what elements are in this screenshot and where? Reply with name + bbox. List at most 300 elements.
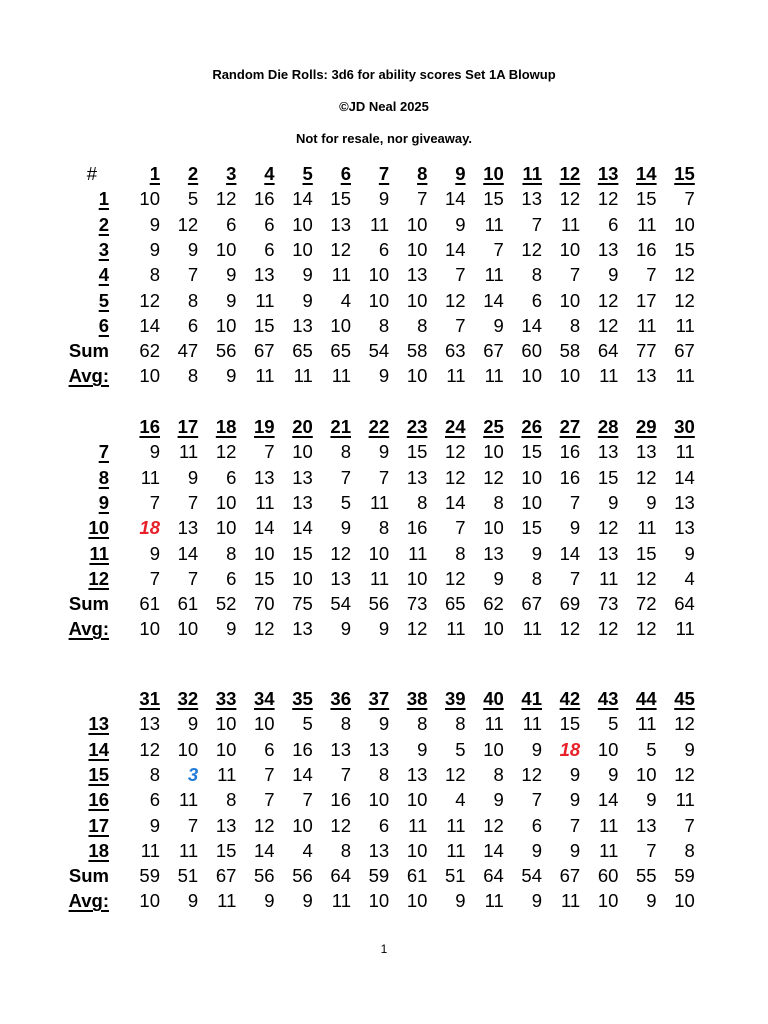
roll-value: 10 [559,289,581,311]
roll-value: 10 [215,738,237,760]
avg-value: 11 [560,890,581,912]
roll-value: 12 [674,713,695,735]
set-number-header: 12 [559,163,581,184]
roll-value: 10 [368,542,390,564]
set-number-header: 19 [254,416,275,437]
roll-value: 7 [455,517,466,539]
sum-value: 67 [559,865,581,887]
avg-value: 12 [406,618,428,640]
roll-value: 11 [408,542,428,564]
set-number-header: 3 [226,163,237,184]
set-number-header: 40 [483,688,504,709]
roll-value: 6 [378,238,390,260]
roll-value: 13 [215,814,237,836]
set-number-header: 31 [139,688,160,709]
character-row-label: 9 [98,491,109,513]
roll-value: 13 [292,491,313,513]
avg-row-label: Avg: [68,890,109,912]
character-row-label: 10 [88,517,109,539]
roll-value: 13 [330,213,351,235]
avg-value: 13 [292,618,313,640]
character-row-label: 1 [98,188,109,210]
roll-value: 7 [187,264,199,286]
roll-value: 12 [445,466,466,488]
sum-value: 63 [445,340,466,362]
roll-value: 13 [177,517,199,539]
sum-value: 54 [368,340,390,362]
roll-value: 10 [521,466,542,488]
roll-value: 11 [599,567,619,589]
roll-value: 14 [597,789,619,811]
roll-value: 10 [674,213,695,235]
roll-value: 9 [340,517,351,539]
sum-value: 59 [674,865,695,887]
set-number-header: 45 [674,688,695,709]
set-number-header: 2 [187,163,199,184]
sum-value: 59 [368,865,390,887]
avg-value: 9 [226,365,237,387]
sum-value: 64 [483,865,504,887]
avg-value: 9 [531,890,542,912]
roll-value: 9 [149,441,160,463]
set-number-header: 17 [177,416,199,437]
roll-value: 11 [675,441,695,463]
roll-value: 10 [215,238,237,260]
roll-value: 13 [406,264,428,286]
sum-value: 67 [674,340,695,362]
sum-value: 72 [636,593,657,615]
roll-value: 9 [378,441,390,463]
roll-value: 4 [684,567,695,589]
set-number-header: 16 [139,416,160,437]
roll-value: 4 [455,789,466,811]
roll-value: 15 [292,542,313,564]
roll-value: 9 [226,264,237,286]
roll-value: 11 [484,213,504,235]
roll-value: 11 [178,789,199,811]
sum-value: 62 [139,340,160,362]
roll-value: 11 [675,789,695,811]
roll-value: 9 [302,264,313,286]
roll-value: 16 [330,789,351,811]
roll-value: 5 [455,738,466,760]
roll-value: 13 [406,466,428,488]
avg-value: 10 [177,618,199,640]
set-number-header: 8 [417,163,428,184]
roll-value: 9 [531,839,542,861]
set-number-header: 4 [264,163,275,184]
roll-value: 12 [483,466,504,488]
roll-value: 12 [215,188,237,210]
roll-value: 15 [483,188,504,210]
roll-value: 6 [264,238,275,260]
roll-value: 15 [254,314,275,336]
roll-value: 13 [330,738,351,760]
roll-value: 6 [187,314,199,336]
roll-value: 9 [187,238,199,260]
roll-value: 11 [560,213,581,235]
roll-value: 10 [368,264,390,286]
roll-value: 13 [406,763,428,785]
roll-value: 13 [292,466,313,488]
sum-value: 60 [597,865,619,887]
roll-value: 15 [215,839,237,861]
roll-value: 10 [406,839,428,861]
roll-value: 11 [599,814,619,836]
roll-value: 11 [637,314,657,336]
sum-value: 73 [406,593,428,615]
roll-value: 8 [531,264,542,286]
avg-value: 9 [187,890,199,912]
sum-value: 51 [445,865,466,887]
sum-row-label: Sum [68,593,109,615]
roll-value: 13 [330,567,351,589]
roll-value: 11 [217,763,237,785]
roll-value: 9 [302,289,313,311]
roll-value: 7 [646,264,657,286]
roll-value: 13 [521,188,542,210]
roll-value: 14 [559,542,581,564]
highlighted-roll-value: 18 [559,738,581,760]
set-number-header: 26 [521,416,542,437]
set-number-header: 37 [368,688,390,709]
roll-value: 9 [417,738,428,760]
roll-value: 6 [378,814,390,836]
roll-value: 14 [483,839,504,861]
roll-value: 14 [139,314,160,336]
roll-value: 6 [608,213,619,235]
roll-value: 10 [597,738,619,760]
avg-value: 12 [559,618,581,640]
roll-value: 12 [521,763,542,785]
roll-value: 6 [264,213,275,235]
avg-value: 9 [378,365,390,387]
roll-value: 15 [636,188,657,210]
roll-value: 12 [597,289,619,311]
roll-value: 10 [521,491,542,513]
roll-value: 14 [674,466,695,488]
roll-value: 9 [646,491,657,513]
roll-value: 10 [254,713,275,735]
avg-value: 9 [340,618,351,640]
avg-value: 11 [331,890,351,912]
roll-value: 12 [139,738,160,760]
roll-value: 8 [340,713,351,735]
set-number-header: 10 [483,163,504,184]
roll-value: 11 [599,839,619,861]
roll-value: 10 [215,314,237,336]
sum-value: 64 [597,340,619,362]
roll-value: 6 [149,789,160,811]
roll-value: 6 [531,814,542,836]
roll-value: 14 [292,763,313,785]
avg-value: 11 [484,365,504,387]
roll-value: 13 [636,814,657,836]
sum-value: 61 [139,593,160,615]
roll-value: 8 [340,839,351,861]
roll-value: 4 [302,839,313,861]
set-number-header: 44 [636,688,657,709]
roll-value: 12 [636,466,657,488]
roll-value: 14 [521,314,542,336]
set-number-header: 38 [406,688,428,709]
roll-value: 10 [330,314,351,336]
avg-value: 9 [302,890,313,912]
roll-value: 8 [226,789,237,811]
set-number-header: 13 [597,163,619,184]
roll-value: 9 [493,789,504,811]
roll-value: 7 [531,213,542,235]
sum-value: 75 [292,593,313,615]
avg-value: 9 [264,890,275,912]
sum-value: 69 [559,593,581,615]
roll-value: 10 [292,814,313,836]
roll-value: 13 [597,238,619,260]
set-number-header: 20 [292,416,313,437]
roll-value: 5 [340,491,351,513]
avg-value: 11 [331,365,351,387]
roll-value: 14 [292,517,313,539]
roll-value: 6 [226,466,237,488]
roll-value: 7 [646,839,657,861]
character-row-label: 3 [98,238,109,260]
roll-value: 7 [302,789,313,811]
roll-value: 8 [149,763,160,785]
roll-value: 13 [292,314,313,336]
roll-value: 13 [674,517,695,539]
roll-value: 10 [636,763,657,785]
roll-value: 11 [408,814,428,836]
copyright-line: ©JD Neal 2025 [339,99,429,114]
roll-value: 11 [637,213,657,235]
roll-value: 9 [378,188,390,210]
avg-value: 10 [368,890,390,912]
roll-value: 15 [330,188,351,210]
roll-value: 16 [636,238,657,260]
roll-value: 10 [292,441,313,463]
sum-value: 58 [559,340,581,362]
roll-value: 10 [254,542,275,564]
roll-value: 12 [445,567,466,589]
avg-value: 11 [255,365,275,387]
roll-value: 11 [484,713,504,735]
roll-value: 16 [254,188,275,210]
character-row-label: 18 [88,839,109,861]
roll-value: 13 [368,738,390,760]
roll-value: 10 [483,441,504,463]
sum-value: 56 [292,865,313,887]
roll-value: 12 [445,441,466,463]
roll-value: 12 [674,264,695,286]
roll-value: 15 [636,542,657,564]
roll-value: 13 [254,264,275,286]
roll-value: 12 [330,542,351,564]
roll-value: 7 [264,763,275,785]
set-number-header: 43 [597,688,619,709]
roll-value: 10 [406,789,428,811]
avg-value: 10 [139,618,160,640]
roll-value: 9 [493,567,504,589]
character-row-label: 5 [98,289,109,311]
roll-value: 11 [522,713,542,735]
character-row-label: 17 [88,814,109,836]
roll-value: 8 [417,491,428,513]
roll-value: 7 [149,567,160,589]
roll-value: 7 [264,789,275,811]
roll-value: 15 [406,441,428,463]
roll-value: 10 [368,289,390,311]
avg-value: 10 [674,890,695,912]
roll-value: 7 [264,441,275,463]
set-number-header: 28 [597,416,619,437]
roll-value: 12 [177,213,199,235]
avg-value: 11 [522,618,542,640]
sum-value: 65 [330,340,351,362]
set-number-header: 42 [559,688,581,709]
sum-value: 67 [521,593,542,615]
roll-value: 10 [215,713,237,735]
roll-value: 7 [569,491,581,513]
avg-value: 11 [675,618,695,640]
avg-value: 11 [446,618,466,640]
roll-value: 9 [455,213,466,235]
avg-value: 11 [217,890,237,912]
roll-value: 13 [139,713,160,735]
sum-value: 64 [674,593,695,615]
avg-value: 11 [599,365,619,387]
sum-value: 52 [215,593,237,615]
roll-value: 9 [149,814,160,836]
roll-value: 9 [149,213,160,235]
roll-value: 11 [369,213,390,235]
sum-row-label: Sum [68,865,109,887]
character-row-label: 7 [98,441,109,463]
avg-value: 12 [597,618,619,640]
sum-value: 67 [254,340,275,362]
roll-value: 7 [531,789,542,811]
roll-value: 15 [521,517,542,539]
roll-value: 9 [226,289,237,311]
roll-value: 14 [254,839,275,861]
roll-value: 8 [493,763,504,785]
sum-value: 65 [445,593,466,615]
roll-value: 9 [646,789,657,811]
character-row-label: 2 [98,213,109,235]
set-number-header: 23 [406,416,428,437]
avg-row-label: Avg: [68,365,109,387]
roll-value: 13 [597,441,619,463]
roll-value: 13 [636,441,657,463]
roll-value: 16 [292,738,313,760]
roll-value: 9 [608,763,619,785]
roll-value: 9 [149,542,160,564]
set-number-header: 18 [215,416,237,437]
roll-value: 10 [483,517,504,539]
roll-value: 15 [597,466,619,488]
avg-value: 11 [675,365,695,387]
sum-value: 56 [215,340,237,362]
avg-value: 9 [226,618,237,640]
avg-value: 12 [636,618,657,640]
character-row-label: 4 [98,264,109,286]
roll-value: 7 [684,814,695,836]
roll-value: 8 [187,289,199,311]
roll-value: 10 [215,517,237,539]
roll-value: 13 [483,542,504,564]
avg-value: 11 [484,890,504,912]
roll-value: 13 [368,839,390,861]
sum-row-label: Sum [68,340,109,362]
set-number-header: 22 [368,416,390,437]
corner-label: # [86,163,97,184]
character-row-label: 12 [88,567,109,589]
sum-value: 70 [254,593,275,615]
roll-value: 6 [226,567,237,589]
avg-value: 10 [406,365,428,387]
roll-value: 12 [597,517,619,539]
roll-value: 11 [178,441,199,463]
roll-value: 8 [417,713,428,735]
roll-value: 11 [446,814,466,836]
avg-value: 11 [293,365,313,387]
roll-value: 11 [484,264,504,286]
roll-value: 7 [417,188,428,210]
set-number-header: 36 [330,688,351,709]
roll-value: 12 [445,763,466,785]
roll-value: 15 [674,238,695,260]
roll-value: 10 [406,213,428,235]
sum-value: 60 [521,340,542,362]
roll-value: 7 [149,491,160,513]
roll-value: 10 [177,738,199,760]
set-number-header: 33 [215,688,237,709]
roll-value: 11 [140,466,160,488]
avg-value: 9 [646,890,657,912]
roll-value: 5 [187,188,199,210]
roll-value: 4 [340,289,351,311]
roll-value: 12 [254,814,275,836]
roll-value: 8 [378,314,390,336]
roll-value: 8 [226,542,237,564]
roll-value: 8 [569,314,581,336]
roll-value: 8 [417,314,428,336]
roll-value: 11 [369,491,390,513]
roll-value: 9 [569,789,581,811]
roll-value: 7 [340,466,351,488]
roll-value: 12 [215,441,237,463]
roll-value: 11 [255,289,275,311]
roll-value: 11 [637,517,657,539]
roll-value: 12 [674,763,695,785]
character-row-label: 11 [89,542,109,564]
sum-value: 73 [597,593,619,615]
roll-value: 8 [378,763,390,785]
set-number-header: 6 [340,163,351,184]
sum-value: 54 [330,593,351,615]
roll-value: 11 [446,839,466,861]
sum-value: 58 [406,340,428,362]
resale-notice: Not for resale, nor giveaway. [295,131,473,146]
sum-value: 61 [177,593,199,615]
sum-value: 56 [254,865,275,887]
roll-value: 9 [378,713,390,735]
roll-value: 9 [684,542,695,564]
roll-value: 14 [254,517,275,539]
set-number-header: 11 [522,163,542,184]
sum-value: 56 [368,593,390,615]
set-number-header: 30 [674,416,695,437]
avg-row-label: Avg: [68,618,109,640]
